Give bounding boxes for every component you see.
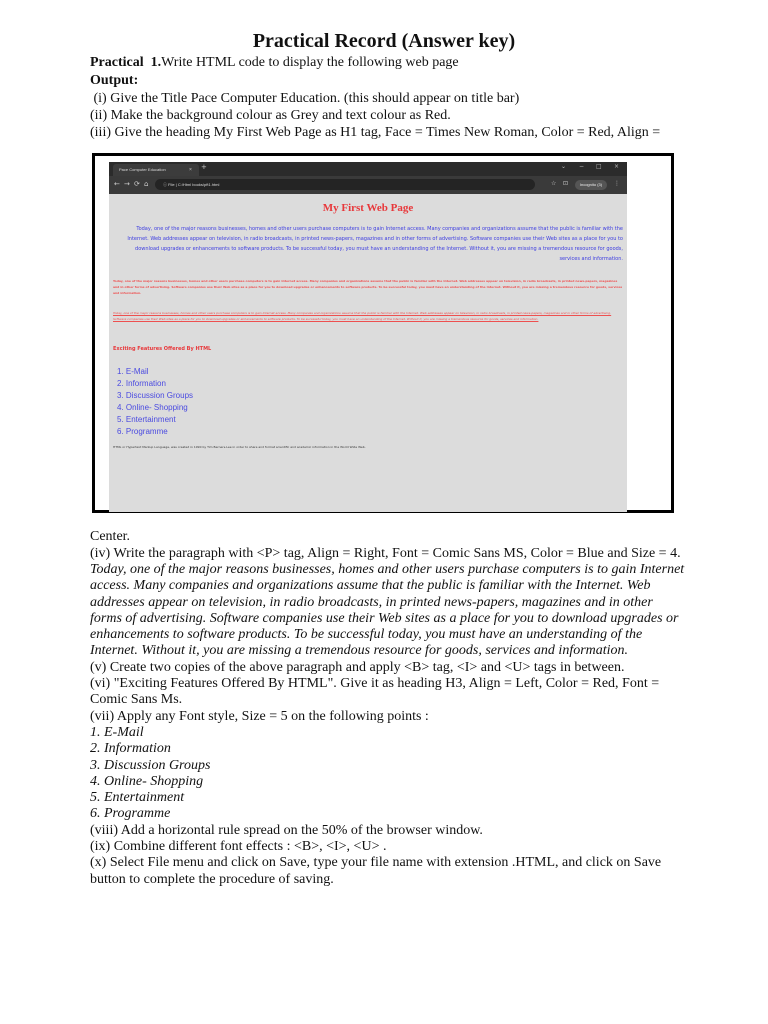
webpage-content [109, 194, 627, 512]
webpage-list-item: 4. Online- Shopping [117, 403, 188, 412]
instruction-x: (x) Select File menu and click on Save, type your file name with extension .HTML, and click on Save [90, 855, 662, 870]
webpage-list-item: 3. Discussion Groups [117, 391, 194, 400]
webpage-h3: Exciting Features Offered By HTML [113, 346, 212, 352]
webpage-paragraph: Today, one of the major reasons businesses, homes and other users purchase computers is to gain Internet access. Many companies and organizations assume that the public is familiar with the Internet. Web addresses appear on television, in radio broadcasts, in printed news-papers, magazines and in other forms of advertising. Software companies use their Web sites as a place for you to download upgrades or enhancements to software products. To be successful today, you must have an understanding of the Internet. Without it, you are missing a tremendous resource for goods, services and information. [127, 226, 623, 262]
tab-search-icon[interactable]: ⌄ [561, 163, 567, 170]
instruction-iv: (iv) Write the paragraph with <P> tag, Align = Right, Font = Comic Sans MS, Color = Blue and Size = 4. [90, 546, 681, 561]
instruction-ii: (ii) Make the background colour as Grey and text colour as Red. [90, 108, 451, 123]
tab-title: Pace Computer Education [119, 167, 166, 172]
webpage-paragraph-copy-italic: Today, one of the major reasons businesses, homes and other users purchase computers is to gain Internet access. Many companies and organizations assume that the public is familiar with the Internet. Web addresses appear on television, in radio broadcasts, in printed news-papers, magazines and in other forms of advertising. Software companies use their Web sites as a place for you to download upgrades or enhancements to software products. To be successful today, you must have an understanding of the Internet. Without it, you are missing a tremendous resource for goods, services and information. [113, 311, 612, 321]
webpage-list [117, 366, 193, 438]
back-icon[interactable]: ← [114, 180, 120, 188]
point-item: 2. Information [90, 741, 171, 756]
webpage-list-item: 5. Entertainment [117, 415, 176, 424]
instruction-iii: (iii) Give the heading My First Web Page as H1 tag, Face = Times New Roman, Color = Red, Align = [90, 125, 661, 140]
instruction-x-cont: button to complete the procedure of saving. [90, 872, 334, 887]
menu-icon[interactable]: ⋮ [614, 180, 620, 187]
reload-icon[interactable]: ⟳ [134, 180, 140, 188]
point-item: 5. Entertainment [90, 790, 185, 805]
browser-window [109, 162, 627, 512]
minimize-icon[interactable]: − [579, 163, 585, 170]
page-title: Practical Record (Answer key) [252, 30, 516, 52]
practical-text: Write HTML code to display the following web page [161, 55, 459, 70]
instruction-vii: (vii) Apply any Font style, Size = 5 on the following points : [90, 709, 429, 724]
paragraph-line: Internet. Without it, you are missing a tremendous resource for goods, services and information. [90, 643, 629, 658]
address-bar[interactable]: ⓘ File | C:/Html books/pft1.html [155, 179, 535, 190]
instruction-v: (v) Create two copies of the above paragraph and apply <B> tag, <I> and <U> tags in between. [90, 660, 625, 675]
point-item: 3. Discussion Groups [90, 758, 211, 773]
bookmark-star-icon[interactable]: ☆ [551, 180, 557, 187]
instruction-vi: (vi) "Exciting Features Offered By HTML". Give it as heading H3, Align = Left, Color = Red, Font = [90, 676, 660, 691]
close-window-icon[interactable]: × [614, 163, 620, 170]
paragraph-line: enhancements to software products. To be successful today, you must have an understanding of the [90, 627, 643, 642]
point-item: 4. Online- Shopping [90, 774, 204, 789]
tab-close-icon[interactable]: × [189, 167, 192, 173]
maximize-icon[interactable]: □ [596, 163, 602, 170]
webpage-heading: My First Web Page [322, 202, 414, 214]
home-icon[interactable]: ⌂ [144, 180, 149, 188]
center-text: Center. [90, 529, 131, 544]
practical-number: 1. [150, 55, 162, 70]
webpage-footer: HTML or Hypertext Markup Language, was created in 1990 by Tim Berners-Lee in order to share and format scientific and academic information in the World Wide Web. [113, 445, 366, 449]
output-label: Output: [90, 73, 139, 88]
forward-icon[interactable]: → [124, 180, 130, 188]
paragraph-line: forms of advertising. Software companies use their Web sites as a place for you to download upgrades or [90, 611, 679, 626]
extension-icon[interactable]: ⊡ [563, 180, 569, 187]
point-item: 1. E-Mail [90, 725, 144, 740]
incognito-profile-button[interactable]: Incognito (3) [575, 180, 607, 190]
webpage-list-item: 1. E-Mail [117, 367, 149, 376]
paragraph-line: access. Many companies and organizations assume that the public is familiar with the Internet. Web [90, 578, 651, 593]
webpage-paragraph-copy-bold: Today, one of the major reasons businesses, homes and other users purchase computers is to gain Internet access. Many companies and organizations assume that the public is familiar with the Internet. Web addresses appear on television, in radio broadcasts, in printed news-papers, magazines and in other forms of advertising. Software companies use their Web sites as a place for you to download upgrades or enhancements to software products. To be successful today, you must have an understanding of the Internet. Without it, you are missing a tremendous resource for goods, services and information. [113, 279, 623, 295]
point-item: 6. Programme [90, 806, 171, 821]
webpage-list-item: 6. Programme [117, 427, 168, 436]
webpage-screenshot [92, 153, 674, 513]
browser-tab-bar [109, 162, 627, 176]
paragraph-line: Today, one of the major reasons businesses, homes and other users purchase computers is to gain Internet [90, 562, 685, 577]
practical-line [90, 55, 459, 71]
browser-tab[interactable] [113, 164, 199, 176]
practical-label: Practical [90, 55, 144, 70]
instruction-viii: (viii) Add a horizontal rule spread on the 50% of the browser window. [90, 823, 483, 838]
instruction-ix: (ix) Combine different font effects : <B>, <I>, <U> . [90, 839, 387, 854]
paragraph-line: addresses appear on television, in radio broadcasts, in printed news-papers, magazines and in other [90, 595, 653, 610]
browser-toolbar [109, 176, 627, 194]
instruction-vi-cont: Comic Sans Ms. [90, 692, 183, 707]
webpage-list-item: 2. Information [117, 379, 166, 388]
instruction-i: (i) Give the Title Pace Computer Education. (this should appear on title bar) [90, 91, 520, 106]
new-tab-icon[interactable]: + [201, 163, 207, 171]
